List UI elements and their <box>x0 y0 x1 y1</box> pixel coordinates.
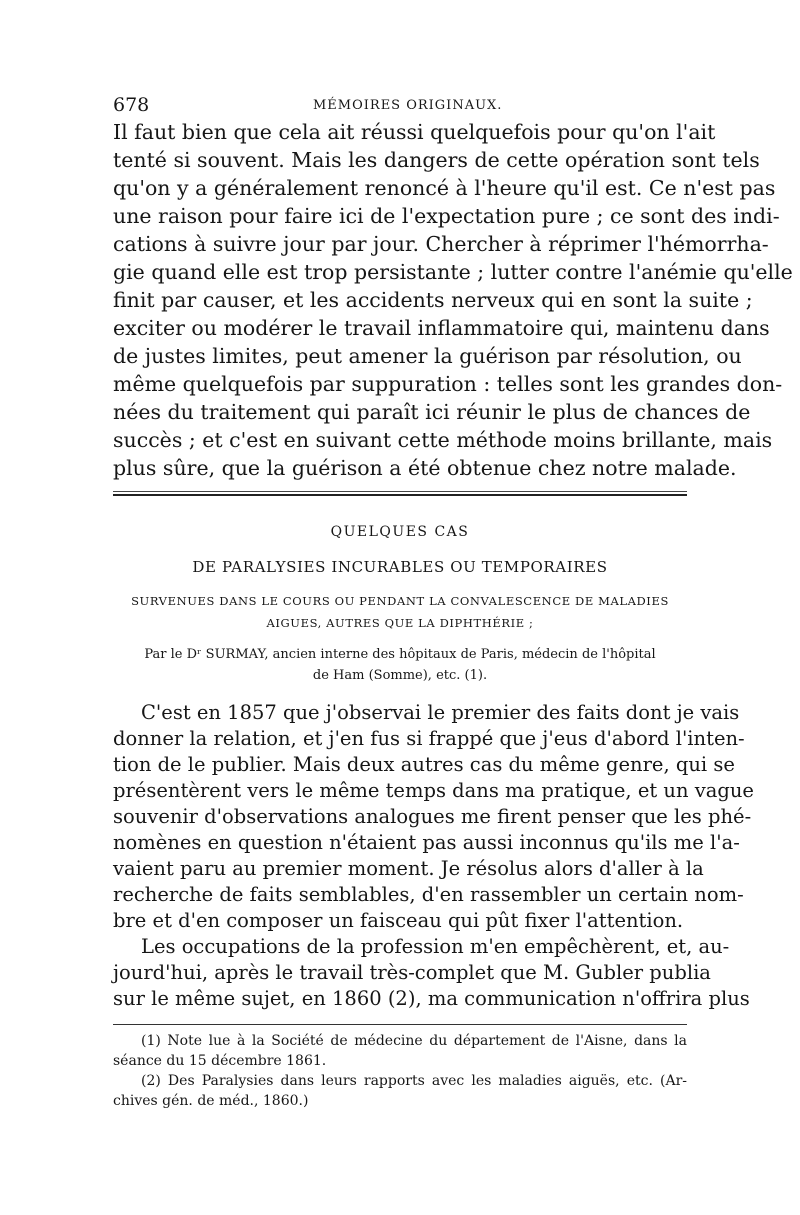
text-line: exciter ou modérer le travail inflammatoire qui, maintenu dans <box>113 316 770 340</box>
text-line: souvenir d'observations analogues me firent penser que les phé- <box>113 805 752 828</box>
footnote-line: (2) Des Paralysies dans leurs rapports avec les maladies aiguës, etc. (Ar- <box>141 1073 687 1089</box>
text-line: présentèrent vers le même temps dans ma pratique, et un vague <box>113 779 754 802</box>
text-line: cations à suivre jour par jour. Chercher à réprimer l'hémorrha- <box>113 232 769 256</box>
text-line: même quelquefois par suppuration : telles sont les grandes don- <box>113 372 783 396</box>
text-line: tion de le publier. Mais deux autres cas du même genre, qui se <box>113 753 735 776</box>
text-line: de justes limites, peut amener la guérison par résolution, ou <box>113 344 742 368</box>
page-number: 678 <box>113 94 150 116</box>
footnote-rule <box>113 1024 687 1025</box>
article-title: QUELQUES CAS <box>330 524 470 540</box>
text-line: vaient paru au premier moment. Je résolus alors d'aller à la <box>113 857 704 880</box>
text-line: plus sûre, que la guérison a été obtenue chez notre malade. <box>113 456 737 480</box>
footnote-line: séance du 15 décembre 1861. <box>113 1053 327 1069</box>
author-byline <box>113 644 687 686</box>
footnote-line: chives gén. de méd., 1860.) <box>113 1093 309 1109</box>
page-header <box>113 92 687 118</box>
text-line: C'est en 1857 que j'observai le premier des faits dont je vais <box>141 701 740 724</box>
text-line: Les occupations de la profession m'en empêchèrent, et, au- <box>141 935 730 958</box>
text-line: qu'on y a généralement renoncé à l'heure qu'il est. Ce n'est pas <box>113 176 776 200</box>
text-line: nomènes en question n'étaient pas aussi inconnus qu'ils me l'a- <box>113 831 740 854</box>
text-line: sur le même sujet, en 1860 (2), ma communication n'offrira plus <box>113 987 750 1010</box>
footnotes <box>113 1031 687 1111</box>
byline-line: Par le Dʳ SURMAY, ancien interne des hôpitaux de Paris, médecin de l'hôpital <box>144 647 656 662</box>
running-title: MÉMOIRES ORIGINAUX. <box>313 98 503 113</box>
text-line: tenté si souvent. Mais les dangers de cette opération sont tels <box>113 148 760 172</box>
text-line: succès ; et c'est en suivant cette méthode moins brillante, mais <box>113 428 773 452</box>
subheading-line: SURVENUES DANS LE COURS OU PENDANT LA CONVALESCENCE DE MALADIES <box>131 594 669 608</box>
text-line: finit par causer, et les accidents nerveux qui en sont la suite ; <box>113 288 753 312</box>
section-divider <box>113 482 687 506</box>
footnote-line: (1) Note lue à la Société de médecine du département de l'Aisne, dans la <box>141 1033 687 1049</box>
divider-thick-line <box>113 494 687 496</box>
text-line: bre et d'en composer un faisceau qui pût fixer l'attention. <box>113 909 684 932</box>
text-line: donner la relation, et j'en fus si frappé que j'eus d'abord l'inten- <box>113 727 745 750</box>
byline-line: de Ham (Somme), etc. (1). <box>312 668 488 683</box>
document-page <box>113 92 793 1111</box>
article-subtitle: DE PARALYSIES INCURABLES OU TEMPORAIRES <box>192 558 608 576</box>
article-subheading <box>113 590 687 634</box>
text-line: nées du traitement qui paraît ici réunir le plus de chances de <box>113 400 751 424</box>
closing-paragraph <box>113 118 793 482</box>
text-line: recherche de faits semblables, d'en rassembler un certain nom- <box>113 883 744 906</box>
article-body <box>113 700 754 1012</box>
subheading-line: AIGUES, AUTRES QUE LA DIPHTHÉRIE ; <box>266 616 534 630</box>
text-line: une raison pour faire ici de l'expectation pure ; ce sont des indi- <box>113 204 780 228</box>
divider-thin-line <box>113 491 687 492</box>
text-line: gie quand elle est trop persistante ; lutter contre l'anémie qu'elle <box>113 260 793 284</box>
text-line: jourd'hui, après le travail très-complet que M. Gubler publia <box>113 961 711 984</box>
text-line: Il faut bien que cela ait réussi quelquefois pour qu'on l'ait <box>113 120 716 144</box>
